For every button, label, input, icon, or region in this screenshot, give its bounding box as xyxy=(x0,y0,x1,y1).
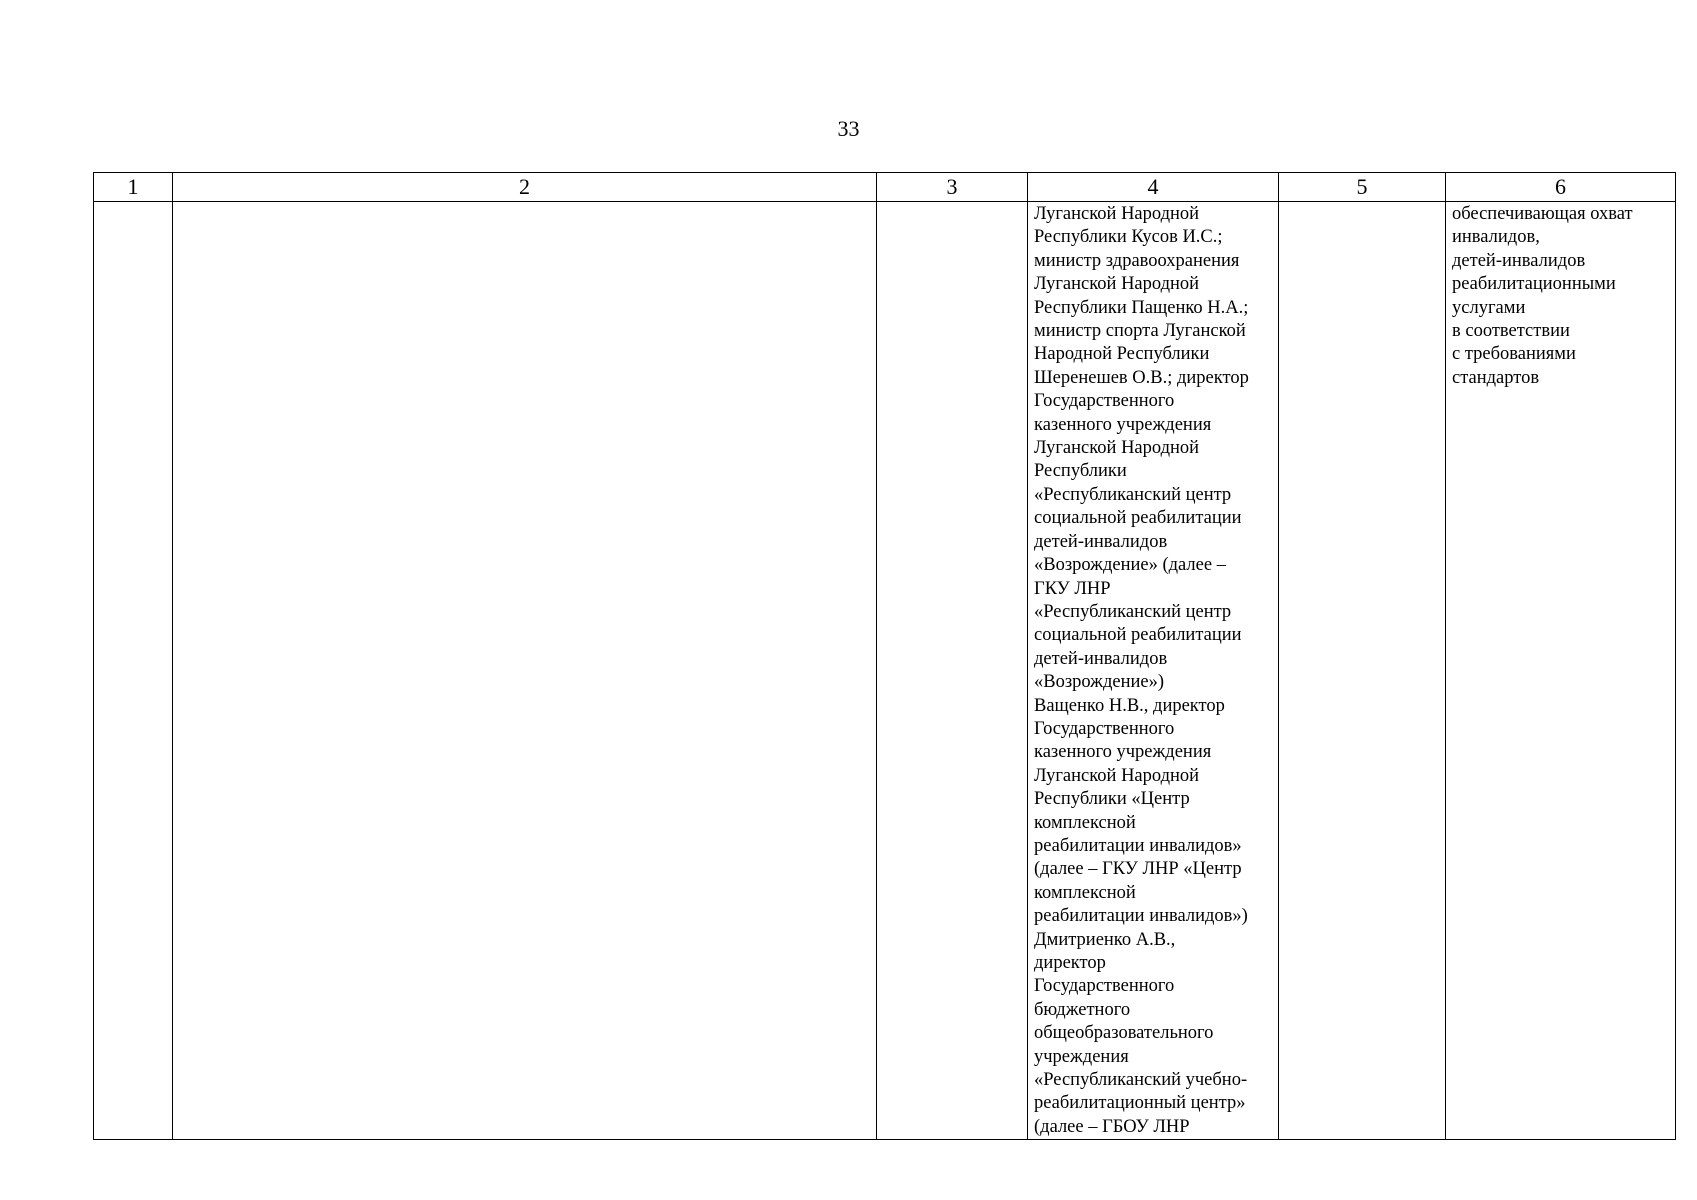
table-cell-col1 xyxy=(94,202,173,1140)
column-header-5: 5 xyxy=(1279,173,1446,202)
table-header-row xyxy=(94,173,1676,202)
column-header-4: 4 xyxy=(1028,173,1279,202)
table-cell-col2 xyxy=(173,202,877,1140)
column-header-1: 1 xyxy=(94,173,173,202)
table-cell-result xyxy=(1446,202,1676,1140)
column-header-2: 2 xyxy=(173,173,877,202)
column-header-6: 6 xyxy=(1446,173,1676,202)
cell-text-result: обеспечивающая охват инвалидов, детей-инвалидов реабилитационными услугами в соответствии с требованиями стандартов xyxy=(1452,204,1633,388)
table-cell-responsible xyxy=(1028,202,1279,1140)
page-number: 33 xyxy=(837,116,860,141)
document-table xyxy=(93,172,1676,1140)
cell-text-responsible: Луганской Народной Республики Кусов И.С.; министр здравоохранения Луганской Народной Республики Пащенко Н.А.; министр спорта Луганской Народной Республики Шеренешев О.В.; директор Государственного казенного учреждения Луганской Народной Республики «Республиканский центр социальной реабилитации детей-инвалидов «Возрождение» (далее – ГКУ ЛНР «Республиканский центр социальной реабилитации детей-инвалидов «Возрождение») Ващенко Н.В., директор Государственного казенного учреждения Луганской Народной Республики «Центр комплексной реабилитации инвалидов» (далее – ГКУ ЛНР «Центр комплексной реабилитации инвалидов») Дмитриенко А.В., директор Государственного бюджетного общеобразовательного учреждения «Республиканский учебно- реабилитационный центр» (далее – ГБОУ ЛНР xyxy=(1034,204,1249,1137)
column-header-3: 3 xyxy=(877,173,1028,202)
table-cell-col3 xyxy=(877,202,1028,1140)
table-row xyxy=(94,202,1676,1140)
table-cell-col5 xyxy=(1279,202,1446,1140)
